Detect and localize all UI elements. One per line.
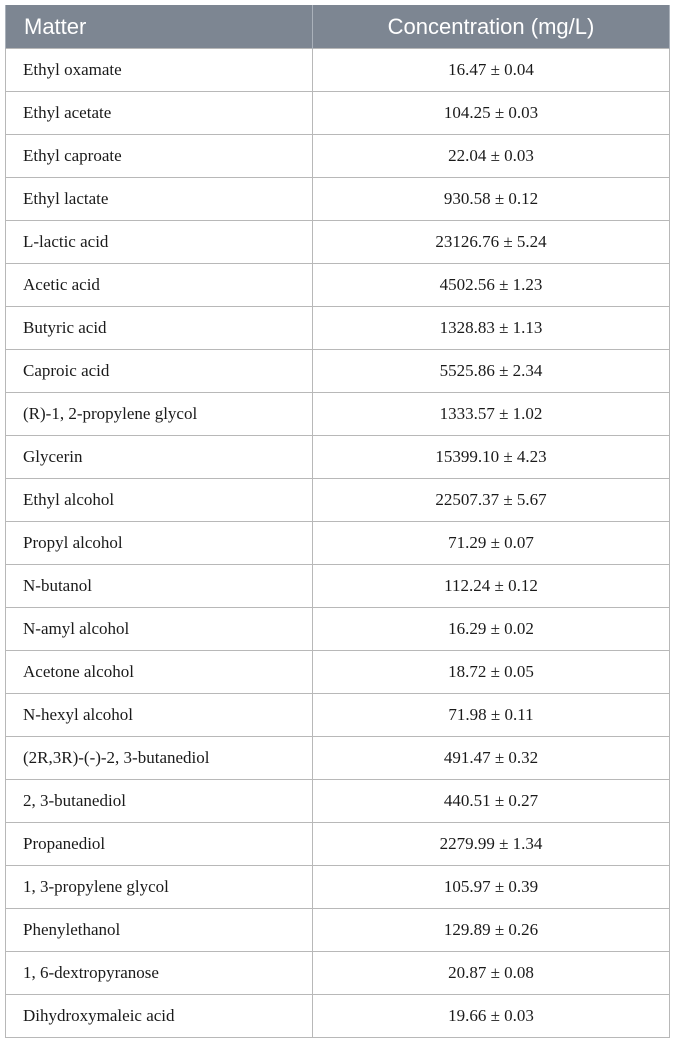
table-row <box>6 264 670 307</box>
table-row <box>6 178 670 221</box>
cell-concentration: 16.29 ± 0.02 <box>313 608 670 651</box>
cell-matter: 1, 3-propylene glycol <box>6 866 313 909</box>
table-row <box>6 866 670 909</box>
table-row <box>6 92 670 135</box>
cell-matter: 2, 3-butanediol <box>6 780 313 823</box>
table-row <box>6 608 670 651</box>
cell-matter: 1, 6-dextropyranose <box>6 952 313 995</box>
table-row <box>6 350 670 393</box>
cell-matter: Propanediol <box>6 823 313 866</box>
cell-concentration: 19.66 ± 0.03 <box>313 995 670 1038</box>
cell-matter: Ethyl alcohol <box>6 479 313 522</box>
header-matter: Matter <box>6 5 313 49</box>
cell-matter: Glycerin <box>6 436 313 479</box>
cell-concentration: 20.87 ± 0.08 <box>313 952 670 995</box>
cell-matter: Phenylethanol <box>6 909 313 952</box>
cell-concentration: 22.04 ± 0.03 <box>313 135 670 178</box>
cell-concentration: 2279.99 ± 1.34 <box>313 823 670 866</box>
table-row <box>6 823 670 866</box>
cell-matter: Ethyl lactate <box>6 178 313 221</box>
cell-matter: Caproic acid <box>6 350 313 393</box>
cell-concentration: 112.24 ± 0.12 <box>313 565 670 608</box>
table-row <box>6 952 670 995</box>
table-header <box>6 5 670 49</box>
table-row <box>6 694 670 737</box>
table-body <box>6 49 670 1038</box>
cell-matter: Butyric acid <box>6 307 313 350</box>
cell-matter: Acetone alcohol <box>6 651 313 694</box>
cell-concentration: 4502.56 ± 1.23 <box>313 264 670 307</box>
cell-matter: Ethyl oxamate <box>6 49 313 92</box>
cell-concentration: 71.98 ± 0.11 <box>313 694 670 737</box>
cell-concentration: 22507.37 ± 5.67 <box>313 479 670 522</box>
cell-matter: L-lactic acid <box>6 221 313 264</box>
cell-concentration: 440.51 ± 0.27 <box>313 780 670 823</box>
cell-matter: N-butanol <box>6 565 313 608</box>
table-row <box>6 780 670 823</box>
table-row <box>6 436 670 479</box>
data-table-container <box>5 5 669 1038</box>
cell-matter: Ethyl caproate <box>6 135 313 178</box>
header-row <box>6 5 670 49</box>
table-row <box>6 135 670 178</box>
cell-concentration: 1328.83 ± 1.13 <box>313 307 670 350</box>
cell-matter: N-amyl alcohol <box>6 608 313 651</box>
cell-matter: Acetic acid <box>6 264 313 307</box>
cell-concentration: 930.58 ± 0.12 <box>313 178 670 221</box>
cell-concentration: 104.25 ± 0.03 <box>313 92 670 135</box>
cell-matter: Ethyl acetate <box>6 92 313 135</box>
cell-concentration: 16.47 ± 0.04 <box>313 49 670 92</box>
table-row <box>6 307 670 350</box>
table-row <box>6 49 670 92</box>
cell-concentration: 71.29 ± 0.07 <box>313 522 670 565</box>
cell-concentration: 23126.76 ± 5.24 <box>313 221 670 264</box>
cell-concentration: 15399.10 ± 4.23 <box>313 436 670 479</box>
table-row <box>6 651 670 694</box>
cell-matter: (R)-1, 2-propylene glycol <box>6 393 313 436</box>
cell-concentration: 1333.57 ± 1.02 <box>313 393 670 436</box>
table-row <box>6 909 670 952</box>
table-row <box>6 393 670 436</box>
table-row <box>6 221 670 264</box>
table-row <box>6 479 670 522</box>
table-row <box>6 737 670 780</box>
cell-matter: Dihydroxymaleic acid <box>6 995 313 1038</box>
cell-matter: (2R,3R)-(-)-2, 3-butanediol <box>6 737 313 780</box>
cell-matter: Propyl alcohol <box>6 522 313 565</box>
table-row <box>6 522 670 565</box>
header-concentration: Concentration (mg/L) <box>313 5 670 49</box>
table-row <box>6 995 670 1038</box>
cell-concentration: 129.89 ± 0.26 <box>313 909 670 952</box>
concentration-table <box>5 5 670 1038</box>
cell-concentration: 5525.86 ± 2.34 <box>313 350 670 393</box>
cell-concentration: 491.47 ± 0.32 <box>313 737 670 780</box>
cell-concentration: 18.72 ± 0.05 <box>313 651 670 694</box>
cell-matter: N-hexyl alcohol <box>6 694 313 737</box>
cell-concentration: 105.97 ± 0.39 <box>313 866 670 909</box>
table-row <box>6 565 670 608</box>
